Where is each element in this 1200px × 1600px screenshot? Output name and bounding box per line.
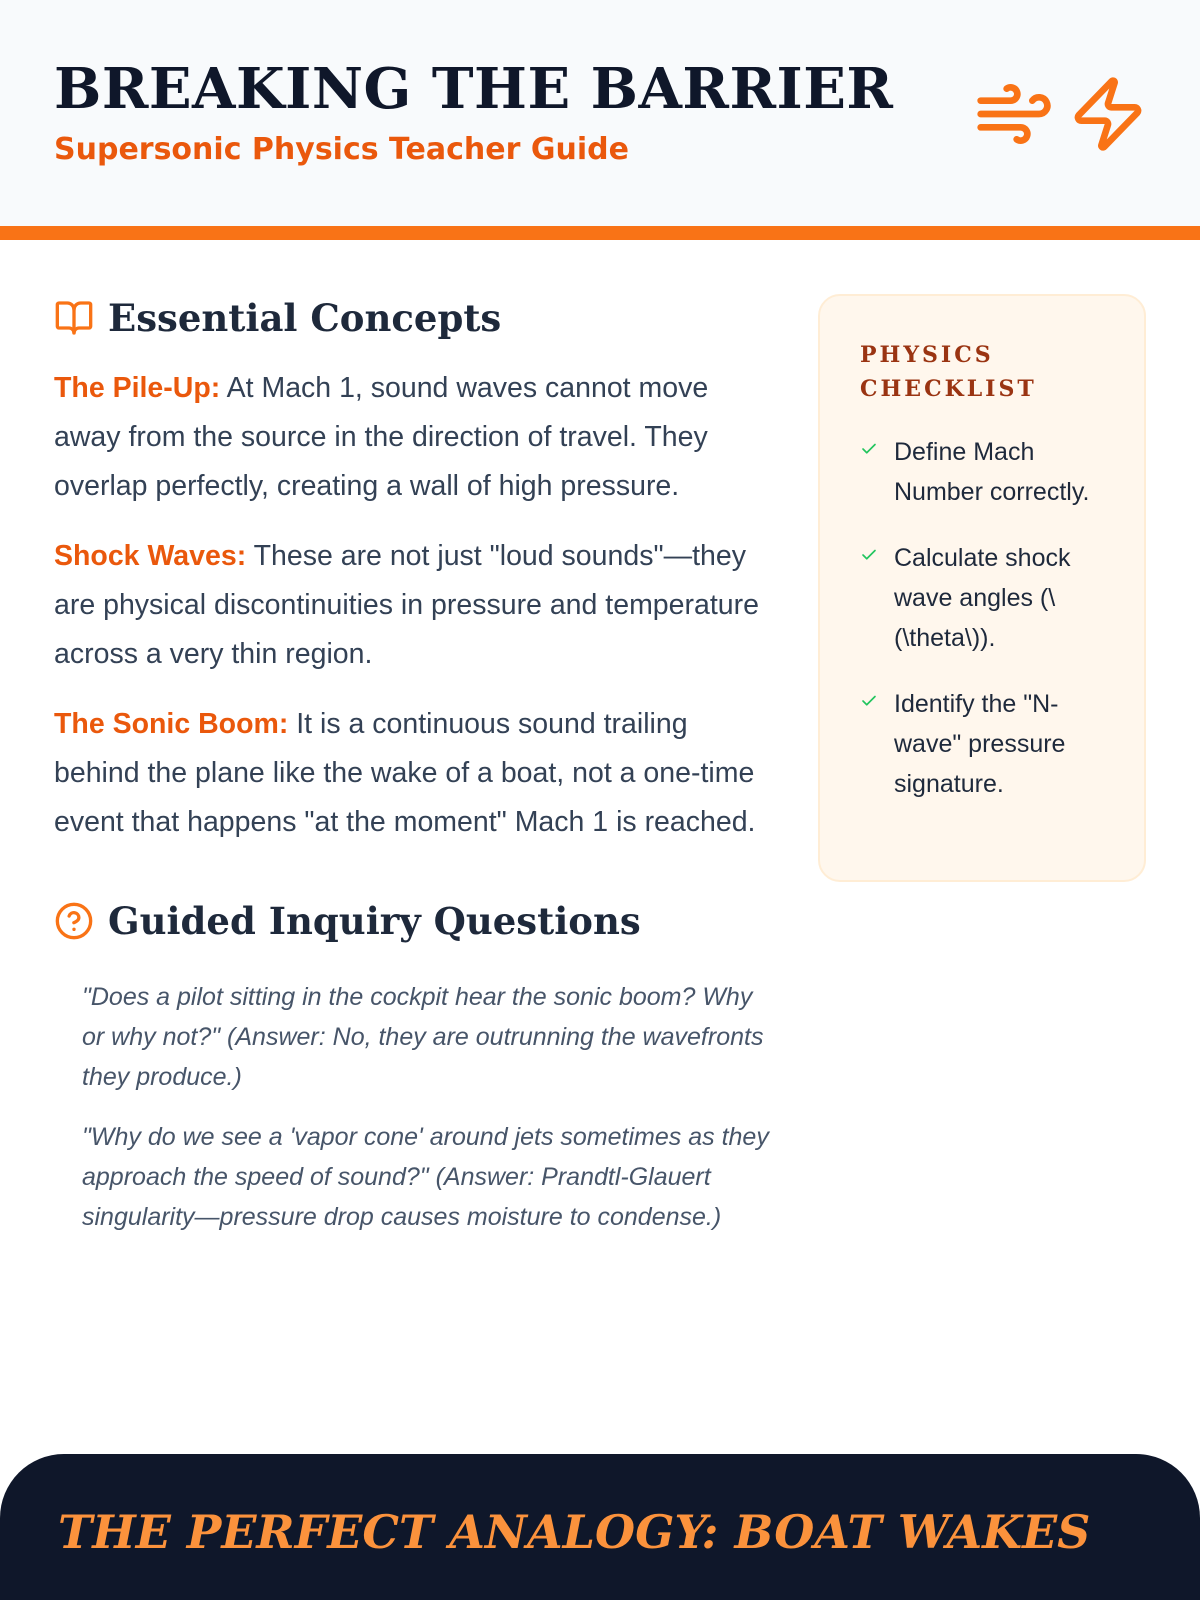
- footer-title: THE PERFECT ANALOGY: BOAT WAKES: [58, 1505, 1091, 1559]
- checklist-title: PHYSICS CHECKLIST: [860, 342, 1037, 402]
- checklist-items: [860, 432, 1112, 804]
- checklist-item: [860, 538, 1112, 658]
- header-accent-bar: [0, 226, 1200, 240]
- page-subtitle: Supersonic Physics Teacher Guide: [54, 132, 629, 167]
- check-icon: [860, 684, 894, 804]
- inquiry-question: "Why do we see a 'vapor cone' around jets sometimes as they approach the speed of sound?" (Answer: Prandtl-Glauert singularity—pressure drop causes moisture to condense.): [82, 1123, 769, 1231]
- checklist-item-label: Define Mach Number correctly.: [894, 438, 1090, 506]
- section-heading: [54, 290, 764, 346]
- concept-text: These are not just "loud sounds"—they are physical discontinuities in pressure and temperature across a very thin region.: [54, 540, 759, 670]
- concept-text: It is a continuous sound trailing behind the plane like the wake of a boat, not a one-time event that happens "at the moment" Mach 1 is reached.: [54, 708, 756, 838]
- concept-list: [54, 364, 764, 847]
- guided-inquiry-section: [54, 893, 769, 1237]
- checklist-item-label: Identify the "N-wave" pressure signature.: [894, 690, 1066, 798]
- concept-item: [54, 364, 764, 511]
- lightning-bolt-icon: [1068, 74, 1148, 154]
- page-title: BREAKING THE BARRIER: [54, 56, 894, 122]
- concept-item: [54, 700, 764, 847]
- checklist-item: [860, 684, 1112, 804]
- check-icon: [860, 432, 894, 512]
- question-list: [54, 977, 774, 1237]
- inquiry-question: "Does a pilot sitting in the cockpit hear the sonic boom? Why or why not?" (Answer: No, they are outrunning the wavefronts they produce.): [82, 983, 764, 1091]
- concept-term: The Pile-Up:: [54, 372, 221, 404]
- main-content: [54, 290, 769, 1257]
- section-heading: [54, 893, 764, 949]
- wind-icon: [974, 74, 1054, 154]
- book-icon: [54, 298, 94, 338]
- page-header: [0, 0, 1200, 226]
- question-circle-icon: [54, 901, 94, 941]
- checklist-item: [860, 432, 1112, 512]
- physics-checklist-card: [818, 294, 1146, 882]
- concept-term: The Sonic Boom:: [54, 708, 289, 740]
- section-title: Essential Concepts: [108, 296, 502, 340]
- analogy-footer: [0, 1454, 1200, 1600]
- concept-term: Shock Waves:: [54, 540, 247, 572]
- section-title: Guided Inquiry Questions: [108, 899, 641, 943]
- header-icons: [974, 74, 1154, 154]
- concept-text: At Mach 1, sound waves cannot move away from the source in the direction of travel. They overlap perfectly, creating a wall of high pressure.: [54, 372, 709, 502]
- checklist-item-label: Calculate shock wave angles (\(\theta\)).: [894, 544, 1071, 652]
- check-icon: [860, 538, 894, 658]
- essential-concepts-section: [54, 290, 764, 847]
- concept-item: [54, 532, 764, 679]
